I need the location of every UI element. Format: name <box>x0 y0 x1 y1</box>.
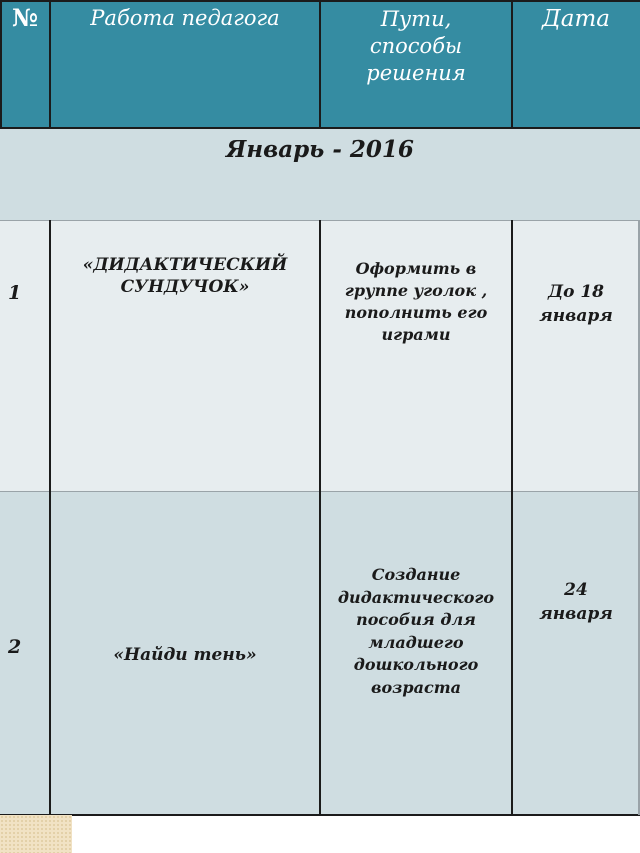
header-cell-number <box>0 0 50 128</box>
month-row <box>0 128 640 220</box>
row-date-line: 24 <box>564 580 588 600</box>
row-ways-line: Оформить в <box>355 259 477 278</box>
row-ways-line: дидактического <box>337 587 495 607</box>
row-ways-line: пособия для <box>356 610 476 629</box>
row-ways-line: дошкольного <box>353 655 479 674</box>
header-cell-ways <box>320 0 512 128</box>
column-divider <box>49 0 51 128</box>
row-work-line: «Найди тень» <box>113 645 257 665</box>
row-ways <box>320 564 512 699</box>
row-ways-line: пополнить его <box>344 303 488 322</box>
header-date-label: Дата <box>542 6 610 32</box>
row-ways-line: возраста <box>371 677 461 697</box>
decorative-texture <box>0 815 72 853</box>
row-date-line: До 18 <box>547 282 605 302</box>
header-cell-work <box>50 0 320 128</box>
row-work <box>50 254 320 298</box>
row-work-line: СУНДУЧОК» <box>120 277 250 297</box>
row-date-line: января <box>539 604 613 624</box>
header-number-label: № <box>11 3 39 32</box>
row-number: 1 <box>8 282 22 304</box>
column-divider <box>49 220 51 815</box>
row-ways-line: группе уголок , <box>344 281 488 300</box>
row-date <box>512 280 640 328</box>
header-ways-line: Пути, <box>380 7 452 31</box>
row-ways <box>320 258 512 346</box>
column-divider <box>511 220 513 815</box>
column-divider <box>511 0 513 128</box>
row-date-line: января <box>539 306 613 326</box>
row-number: 2 <box>8 636 22 658</box>
row-date <box>512 578 640 626</box>
header-ways-label <box>320 6 512 87</box>
column-divider <box>0 0 2 128</box>
row-ways-line: играми <box>381 325 451 344</box>
column-divider <box>319 0 321 128</box>
header-ways-line: решения <box>366 61 466 85</box>
row-work <box>50 644 320 666</box>
header-ways-line: способы <box>369 34 463 58</box>
header-work-label: Работа педагога <box>90 6 280 30</box>
month-label: Январь - 2016 <box>226 136 414 163</box>
row-work-line: «ДИДАКТИЧЕСКИЙ <box>82 255 288 275</box>
header-cell-date <box>512 0 640 128</box>
column-divider <box>319 220 321 815</box>
row-ways-line: младшего <box>368 632 464 652</box>
row-ways-line: Создание <box>371 565 461 584</box>
